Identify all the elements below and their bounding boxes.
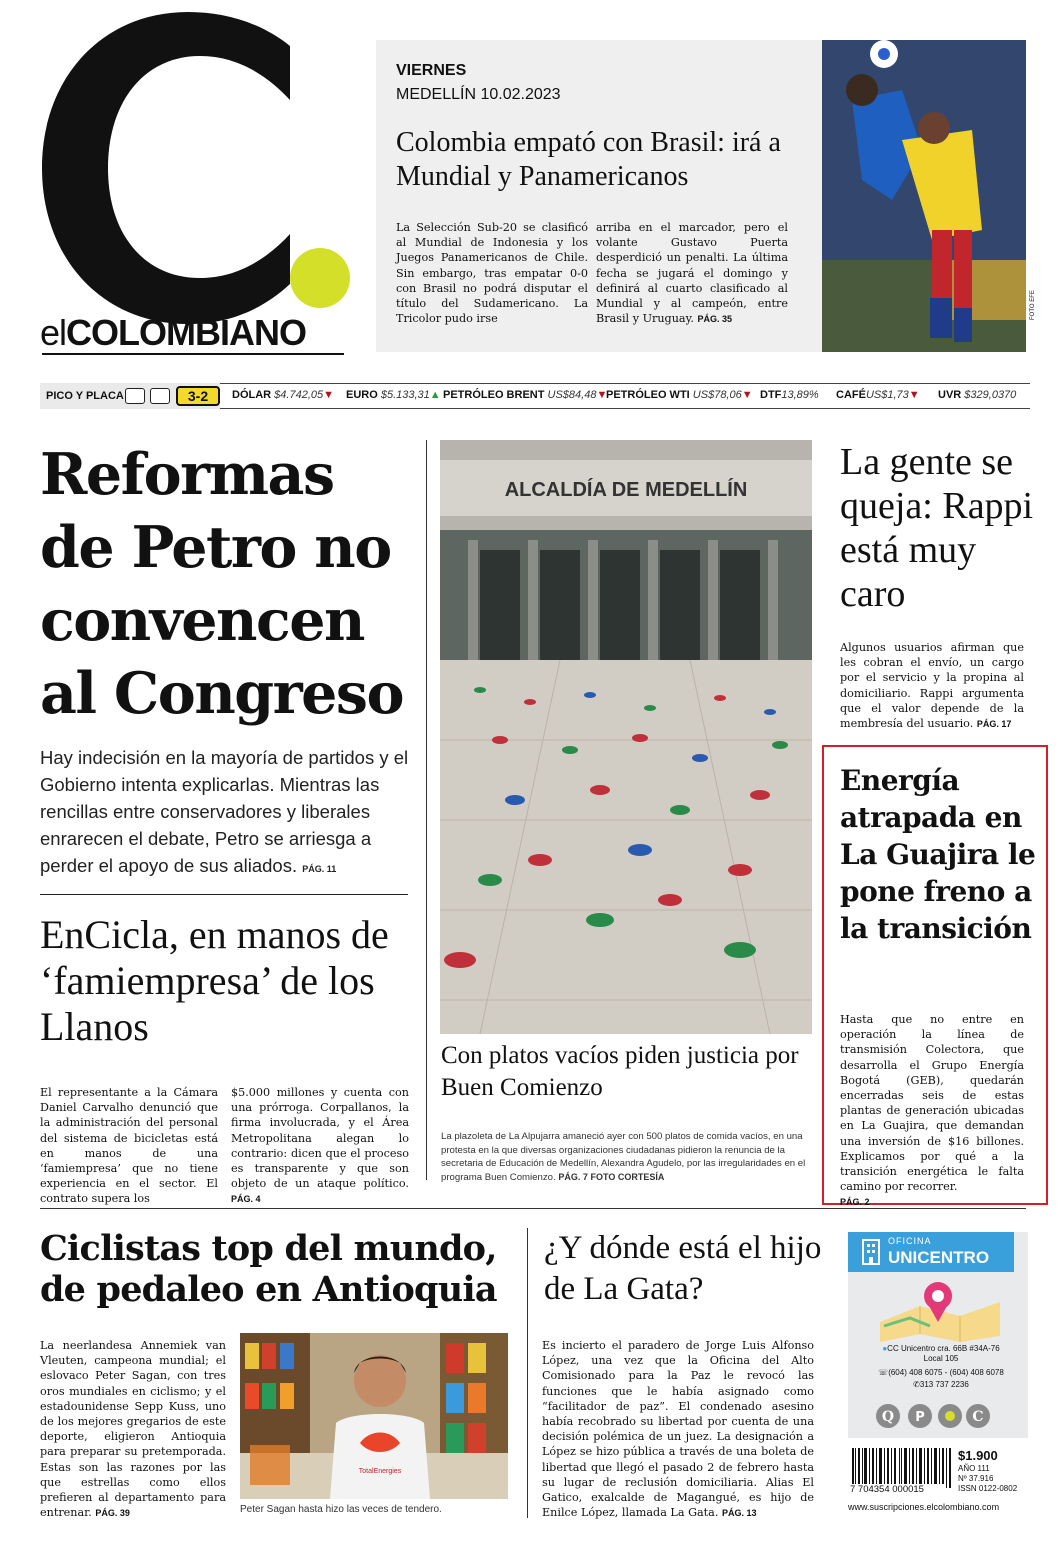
issue-date: MEDELLÍN 10.02.2023 [396,86,561,103]
ticker-wti[interactable] [606,389,753,401]
gata-summary-text: Es incierto el paradero de Jorge Luis Alfonso López, una vez que la Oficina del Alto Comisionado para la Paz le revocó las funciones que le había asignado como “facilitador de paz”. El condenado asesino había recobrado su libertad por cuenta de una decisión polémica de un juez. La designación a López se hizo pública a través de una boleta de libertad que llegó el pasado 2 de febrero hasta su lugar de reclusión domiciliaria. Alias El Gatico, exalcalde de Magangué, es hijo de Enilce López, llamada La Gata. [542,1339,814,1520]
soccer-photo [822,40,1026,352]
top-story-headline[interactable]: Colombia empató con Brasil: irá a Mundial y Panamericanos [396,127,781,192]
top-story-col2-text: arriba en el marcador, pero el volante Gustavo Puerta desperdició un penalti. La última fecha se jugará el domingo y definirá al cuarto clasificado al Mundial y al campeón, entre Brasil y Uruguay. [596,221,788,326]
encicla-col2-text: $5.000 millones y cuenta con una prórroga. Corpallanos, la firma involucrada, y el Área Metropolitana alegan lo contrario: dicen que el proceso es transparente y que son objeto de un ataque político. [231,1086,409,1191]
photo-headline[interactable]: Con platos vacíos piden justicia por Buen Comienzo [441,1042,799,1101]
ad-address [858,1344,1024,1353]
energia-page[interactable]: PÁG. 2 [840,1197,870,1208]
lead-headline[interactable]: Reformas de Petro no convencen al Congreso [40,441,404,727]
ticker-cafe[interactable] [836,389,920,401]
energia-summary-text: Hasta que no entre en operación la línea de transmisión Colectora, que desarrolla el Grupo Energía Bogotá (GEB), quedarán encerradas seis de estas plantas de generación ubicadas en La Guajira, que demandan una inversión de $16 billones. Explicamos por qué a la transición energética le falta camino por recorrer. [840,1013,1024,1194]
encicla-headline[interactable]: EnCicla, en manos de ‘famiempresa’ de los Llanos [40,912,389,1049]
ciclistas-summary [40,1338,226,1521]
ticker-euro[interactable] [346,389,441,401]
ticker-value: 13,89% [781,389,819,401]
map-pin-icon [870,1276,1010,1342]
ticker-label: PETRÓLEO WTI [606,389,690,401]
plates-protest-photo [440,440,812,1034]
ciclistas-headline[interactable]: Ciclistas top del mundo, de pedaleo en Antioquia [40,1228,497,1310]
gata-summary [542,1338,814,1521]
rappi-summary [840,640,1024,732]
ciclistas-summary-text: La neerlandesa Annemiek van Vleuten, campeona mundial; el eslovaco Peter Sagan, con tres oros mundiales en ciclismo; y el estadounidense Sepp Kuss, uno de los mejores gregarios de este deporte, eligieron Antioquia para preparar su pretemporada. Estas son las razones por las que estrellas como ellos prefieren al departamento para entrenar. [40,1339,226,1520]
energia-headline[interactable]: Energía atrapada en La Guajira le pone freno a la transición [840,764,1036,945]
group-logos [874,1402,990,1430]
brand-wordmark[interactable] [40,312,306,354]
sagan-photo-caption: Peter Sagan hasta hizo las veces de tendero. [240,1504,442,1515]
rappi-headline[interactable]: La gente se queja: Rappi está muy caro [840,441,1034,615]
trend-down-icon: ▼ [323,389,334,401]
top-story-page[interactable]: PÁG. 35 [697,314,733,325]
pico-placa-label: PICO Y PLACA [46,390,124,402]
lead-summary [40,744,410,883]
jersey-sponsor-text: TotalEnergies [358,1468,402,1475]
ticker-value: $4.742,05 [274,389,324,401]
energia-summary [840,1012,1024,1211]
masthead-logo-c [28,8,358,328]
location-icon: ● [882,1344,888,1353]
photo-caption-text: La plazoleta de La Alpujarra amaneció ayer con 500 platos de comida vacíos, en una protesta en la que diversas organizaciones ciudadanas pidieron la renuncia de la secretaria de Educación de Medellín, Alexandra Agudelo, por las irregularidades en el programa Buen Comienzo. [441,1131,806,1183]
top-photo-credit: FOTO EFE [1030,290,1036,320]
section-divider [40,1208,1026,1209]
encicla-col1 [40,1085,218,1207]
ticker-dtf[interactable] [760,389,819,401]
masthead-dot [290,248,350,308]
pico-placa-badge: 3-2 [176,386,220,406]
ad-phone-text: (604) 408 6075 - (604) 408 6078 [888,1368,1004,1377]
issue-year: AÑO 111 [958,1464,990,1473]
building-icon [860,1238,882,1266]
rappi-summary-text: Algunos usuarios afirman que les cobran el envío, un cargo por el servicio y la propina al domiciliario. Rappi argumenta que el valor depende de la membresía del usuario. [840,641,1024,731]
ticker-value: $329,0370 [964,389,1017,401]
trend-up-icon: ▲ [429,389,441,401]
ticker-value: US$78,06 [692,389,742,401]
ticker-value: US$1,73 [865,389,909,401]
ticker-label: UVR [938,389,962,401]
lead-page[interactable]: PÁG. 11 [302,864,337,874]
ciclistas-page[interactable]: PÁG. 39 [95,1508,130,1519]
sagan-photo [240,1333,508,1499]
svg-text:C: C [972,1409,984,1425]
rappi-page[interactable]: PÁG. 17 [976,719,1012,730]
phone-icon: ☏ [878,1368,889,1377]
ticker-brent[interactable] [443,389,607,401]
ad-unicentro-text: UNICENTRO [888,1248,990,1267]
ticker-label: DTF [760,389,782,401]
lead-summary-text: Hay indecisión en la mayoría de partidos y el Gobierno intenta explicarlas. Mientras las rencillas entre conservadores y liberales enrarecen el debate, Petro se arriesga a perder el apoyo de sus aliados. [40,747,409,876]
trend-down-icon: ▼ [741,389,753,401]
trend-down-icon: ▼ [596,389,608,401]
subscriptions-link[interactable]: www.suscripciones.elcolombiano.com [848,1502,1000,1512]
ad-whatsapp [858,1380,1024,1389]
barcode-number: 7 704354 000015 [850,1484,924,1495]
ticker-label: PETRÓLEO BRENT [443,389,545,401]
divider [40,894,408,895]
issn: ISSN 0122-0802 [958,1484,1018,1493]
ad-whatsapp-text: 313 737 2236 [919,1380,969,1389]
column-divider [527,1228,528,1518]
whatsapp-icon: ✆ [913,1380,920,1389]
brand-underline [42,353,344,355]
ticker-uvr[interactable] [938,389,1016,401]
ticker-value: $5.133,31 [380,389,430,401]
photo-caption [441,1130,815,1184]
trend-down-icon: ▼ [908,389,920,401]
ticker-dolar[interactable] [232,389,334,401]
svg-text:P: P [915,1410,925,1425]
gata-page[interactable]: PÁG. 13 [721,1508,757,1519]
top-story-col2 [596,220,788,327]
brand-prefix: el [40,312,67,353]
photo-sign-text: ALCALDÍA DE MEDELLÍN [504,479,748,501]
ticker-label: CAFÉ [836,389,866,401]
encicla-col1-text: El representante a la Cámara Daniel Carvalho denunció que la administración del personal del sistema de bicicletas está en manos de una ‘famiempresa’ que no tiene experiencia en el sector. El contrato supera los [40,1086,218,1206]
gata-headline[interactable]: ¿Y dónde está el hijo de La Gata? [544,1230,822,1307]
cover-price: $1.900 [958,1448,998,1463]
car-icon [125,388,145,404]
ad-local: Local 105 [923,1354,959,1363]
ad-address-text: CC Unicentro cra. 66B #34A-76 [887,1344,1000,1353]
photo-page[interactable]: PÁG. 7 [558,1171,588,1182]
brand-name: COLOMBIANO [66,312,307,353]
encicla-page[interactable]: PÁG. 4 [231,1194,261,1205]
encicla-col2 [231,1085,409,1208]
ad-oficina-text: OFICINA [888,1236,932,1246]
taxi-icon [150,388,170,404]
ticker-label: DÓLAR [232,389,272,401]
issue-number: Nº 37.916 [958,1474,994,1483]
column-divider [426,440,427,1180]
svg-text:Q: Q [881,1409,895,1425]
top-story-col1 [396,220,588,326]
ticker-value: US$84,48 [547,389,597,401]
ticker-label: EURO [346,389,378,401]
issue-day: VIERNES [396,62,467,79]
top-story-col1-text: La Selección Sub-20 se clasificó al Mundial de Indonesia y los Juegos Panamericanos de Chile. Sin embargo, tras empatar 0-0 con Brasil no podrá disputar el título del Sudamericano. La Tricolor pudo irse [396,221,588,326]
ad-phone [858,1368,1024,1377]
photo-credit: FOTO CORTESÍA [590,1171,665,1182]
